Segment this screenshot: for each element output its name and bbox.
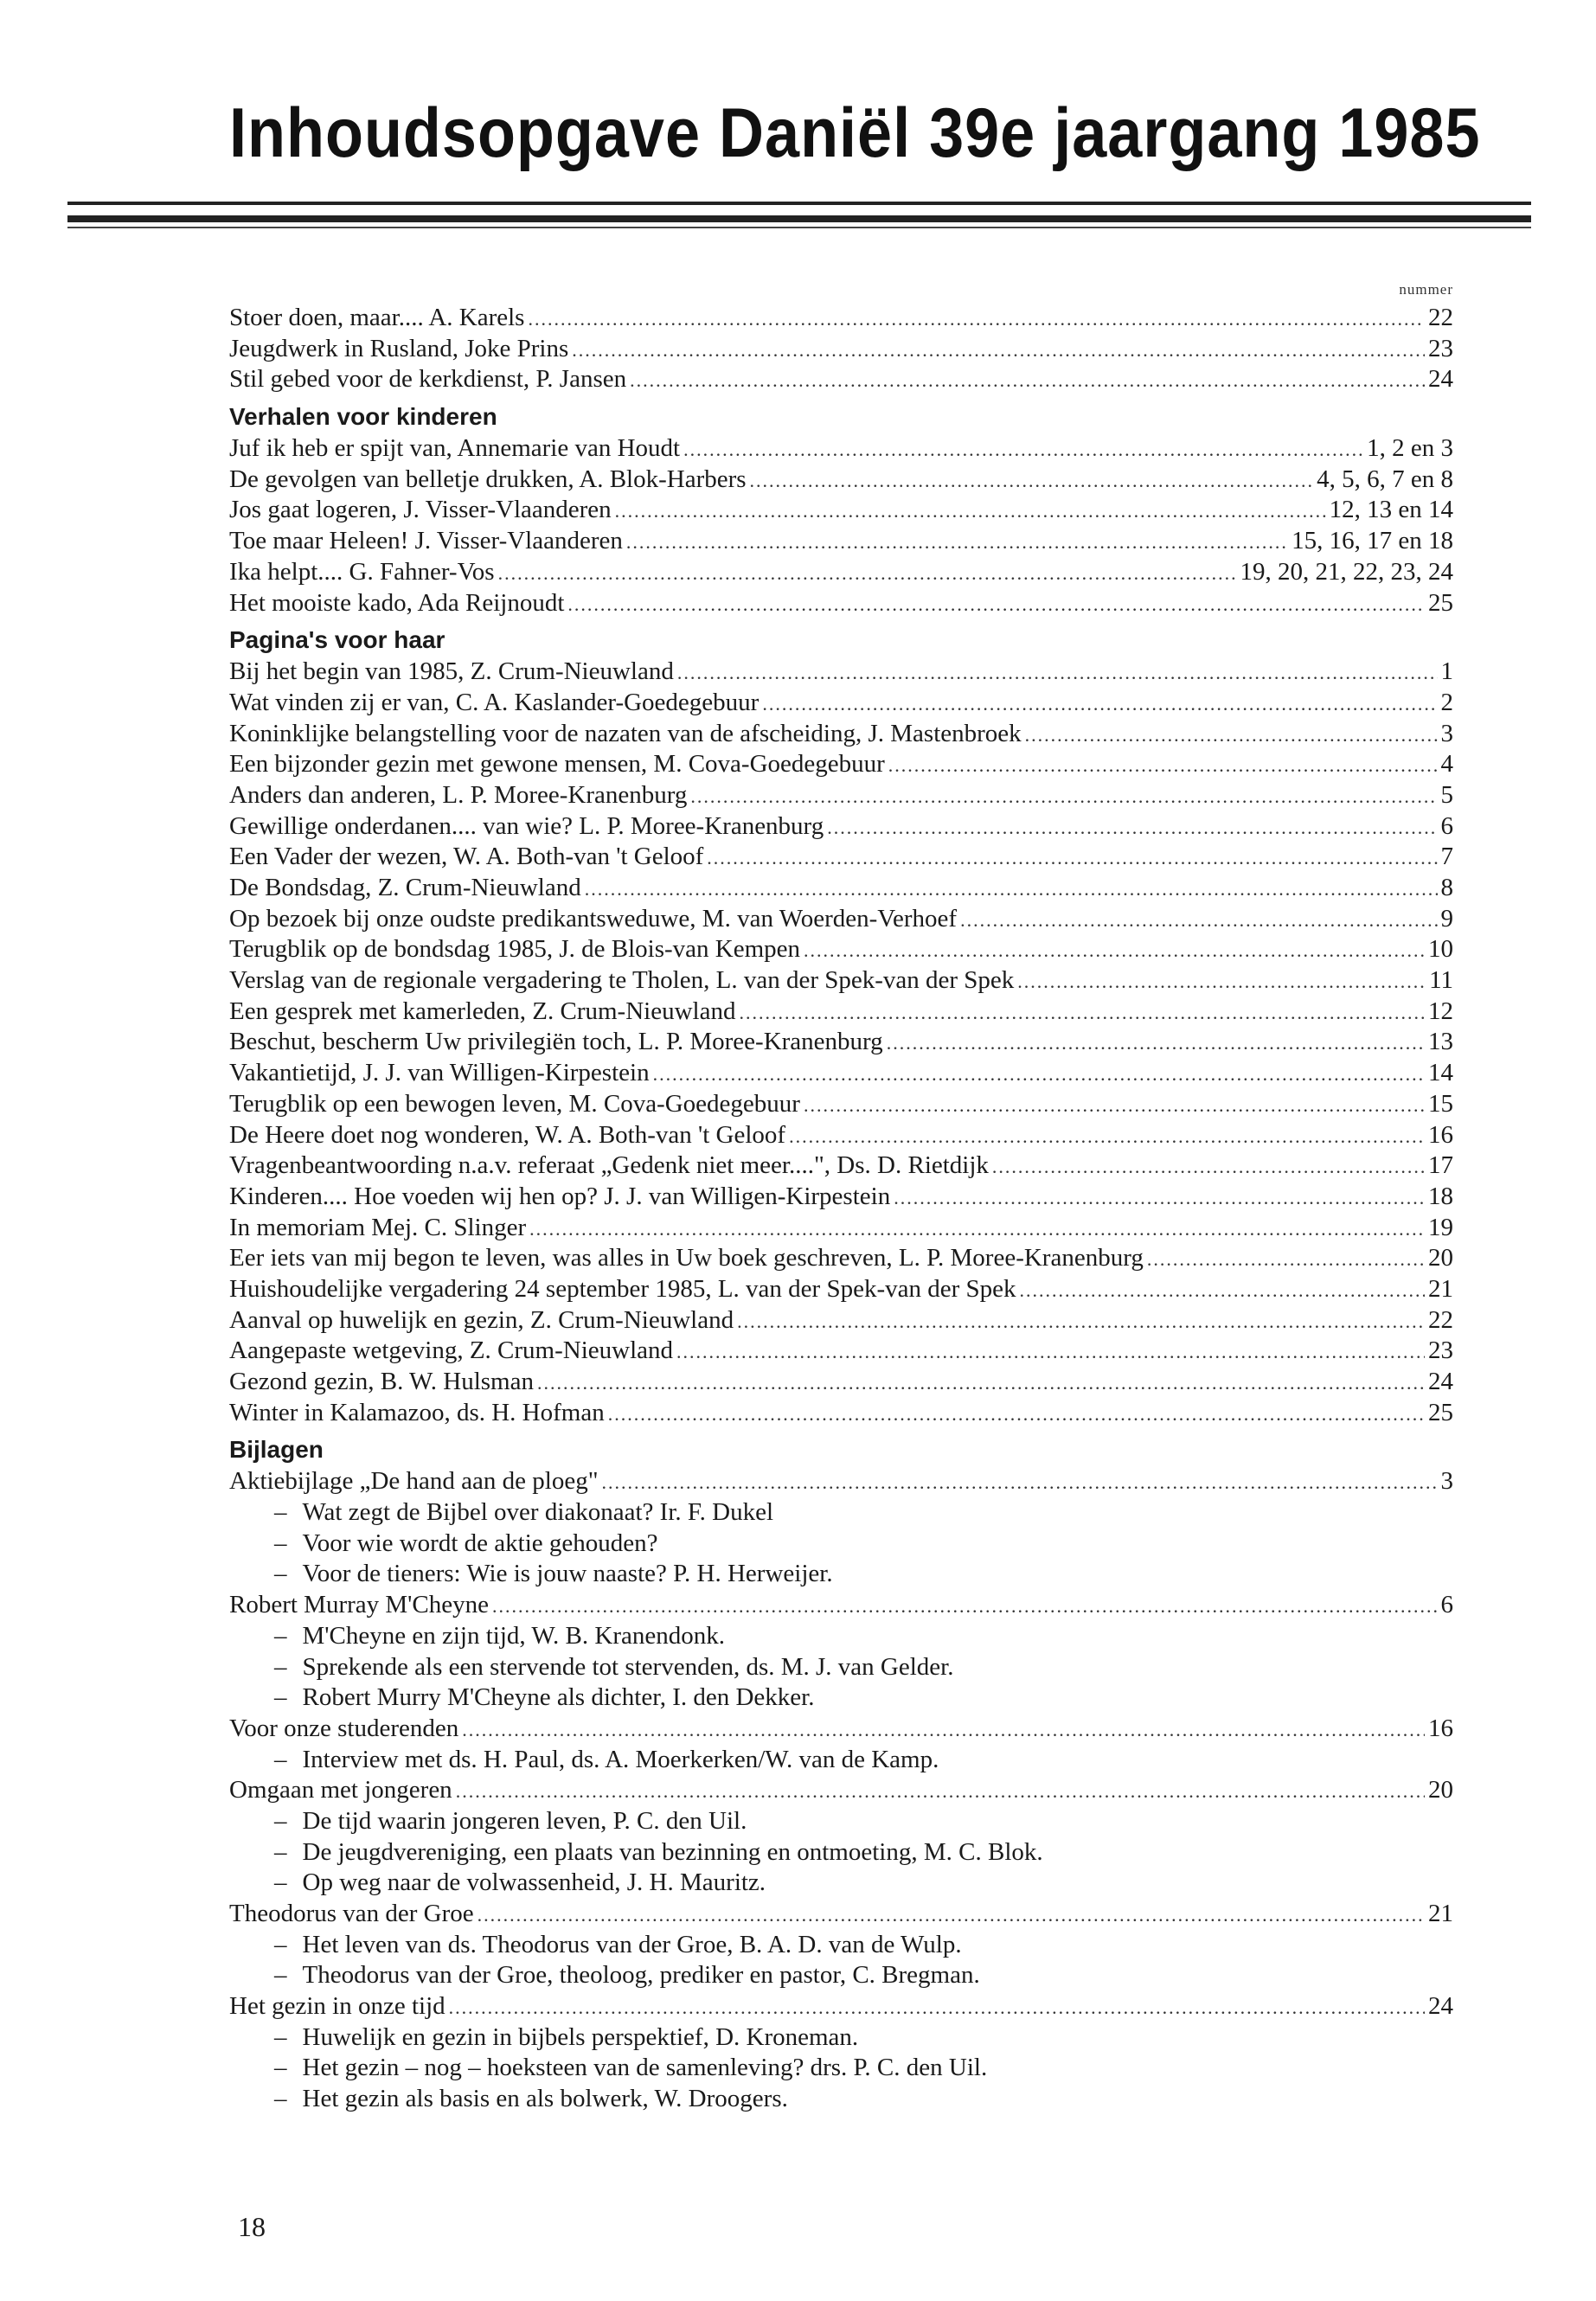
toc-entry — [229, 780, 1453, 811]
toc-entry — [229, 1899, 1453, 1930]
entry-title: Vragenbeantwoording n.a.v. referaat „Gedenk niet meer....", Ds. D. Rietdijk — [229, 1151, 989, 1180]
dot-leader — [456, 1776, 1425, 1807]
page-number: 18 — [238, 2211, 266, 2242]
entry-title: De Bondsdag, Z. Crum-Nieuwland — [229, 874, 581, 901]
toc-entry — [229, 1775, 1453, 1806]
dot-leader — [1020, 1275, 1425, 1306]
dot-leader — [567, 589, 1425, 620]
title-rule-thick — [67, 215, 1531, 222]
dot-leader — [894, 1183, 1425, 1214]
entry-number: 24 — [1428, 1992, 1453, 2021]
entry-title: Huishoudelijke vergadering 24 september 1985, L. van der Spek-van der Spek — [229, 1274, 1016, 1303]
dot-leader — [528, 304, 1425, 335]
title-rule-bottom — [67, 227, 1531, 228]
toc-entry — [229, 1120, 1453, 1151]
entry-title: Een gesprek met kamerleden, Z. Crum-Nieuwland — [229, 997, 736, 1025]
toc-subentry: – Sprekende als een stervende tot stervenden, ds. M. J. van Gelder. — [229, 1652, 1453, 1683]
toc-entry — [229, 1590, 1453, 1621]
entry-number: 15 — [1428, 1089, 1453, 1118]
entry-title: Aanval op huwelijk en gezin, Z. Crum-Nieuwland — [229, 1305, 734, 1334]
toc-entry — [229, 873, 1453, 904]
dot-leader — [707, 843, 1437, 874]
entry-number: 20 — [1428, 1776, 1453, 1804]
entry-number: 24 — [1428, 365, 1453, 394]
toc-entry — [229, 1398, 1453, 1429]
entry-number: 6 — [1440, 1591, 1453, 1619]
entry-number: 13 — [1428, 1028, 1453, 1056]
entry-title: Koninklijke belangstelling voor de nazaten van de afscheiding, J. Mastenbroek — [229, 719, 1022, 747]
toc-entry — [229, 1336, 1453, 1367]
entry-number: 3 — [1440, 1467, 1453, 1496]
toc-entry — [229, 997, 1453, 1028]
toc-subentry: – Voor de tieners: Wie is jouw naaste? P. H. Herweijer. — [229, 1559, 1453, 1590]
toc-entry — [229, 1274, 1453, 1305]
entry-title: De gevolgen van belletje drukken, A. Blok-Harbers — [229, 465, 747, 493]
page-title: Inhoudsopgave Daniël 39e jaargang 1985 — [229, 94, 1481, 172]
dot-leader — [537, 1368, 1425, 1399]
toc-entry — [229, 749, 1453, 780]
entry-title: Winter in Kalamazoo, ds. H. Hofman — [229, 1398, 605, 1426]
entry-title: Eer iets van mij begon te leven, was alles in Uw boek geschreven, L. P. Moree-Kranenburg — [229, 1244, 1144, 1272]
entry-number: 6 — [1440, 811, 1453, 840]
toc-entry — [229, 1305, 1453, 1336]
table-of-contents — [229, 277, 1453, 2115]
toc-entry — [229, 465, 1453, 496]
entry-number: 4 — [1440, 750, 1453, 779]
toc-entry — [229, 433, 1453, 465]
dot-leader — [498, 558, 1237, 589]
toc-subentry: – Theodorus van der Groe, theoloog, prediker en pastor, C. Bregman. — [229, 1960, 1453, 1991]
entry-number: 19, 20, 21, 22, 23, 24 — [1240, 557, 1453, 586]
entry-number: 25 — [1428, 588, 1453, 617]
toc-entry — [229, 526, 1453, 557]
toc-subentry: – Huwelijk en gezin in bijbels perspektief, D. Kroneman. — [229, 2022, 1453, 2054]
toc-subentry: – Voor wie wordt de aktie gehouden? — [229, 1529, 1453, 1560]
toc-entry — [229, 904, 1453, 935]
dot-leader — [1017, 966, 1426, 997]
dot-leader — [572, 335, 1425, 366]
dot-leader — [653, 1059, 1425, 1090]
toc-entry — [229, 364, 1453, 395]
dot-leader — [690, 781, 1437, 812]
entry-title: Beschut, bescherm Uw privilegiën toch, L. P. Moree-Kranenburg — [229, 1028, 883, 1056]
toc-subentry: – Op weg naar de volwassenheid, J. H. Mauritz. — [229, 1868, 1453, 1899]
entry-number: 4, 5, 6, 7 en 8 — [1317, 465, 1453, 493]
entry-number: 23 — [1428, 1336, 1453, 1365]
toc-subentry: – M'Cheyne en zijn tijd, W. B. Kranendonk. — [229, 1621, 1453, 1652]
entry-title: Bij het begin van 1985, Z. Crum-Nieuwland — [229, 657, 674, 686]
toc-entry — [229, 1466, 1453, 1497]
dot-leader — [804, 1090, 1425, 1121]
entry-number: 1, 2 en 3 — [1367, 434, 1453, 463]
dot-leader — [676, 1336, 1425, 1368]
toc-entry — [229, 1089, 1453, 1120]
toc-entry — [229, 495, 1453, 526]
entry-title: Voor onze studerenden — [229, 1714, 459, 1742]
toc-subentry: – Het gezin – nog – hoeksteen van de samenleving? drs. P. C. den Uil. — [229, 2053, 1453, 2084]
entry-title: Het mooiste kado, Ada Reijnoudt — [229, 588, 565, 617]
toc-subentry: – Interview met ds. H. Paul, ds. A. Moerkerken/W. van de Kamp. — [229, 1745, 1453, 1776]
toc-entry — [229, 1058, 1453, 1089]
dot-leader — [585, 874, 1438, 905]
entry-title: Terugblik op een bewogen leven, M. Cova-Goedegebuur — [229, 1089, 800, 1118]
entry-title: Stoer doen, maar.... A. Karels — [229, 304, 525, 331]
dot-leader — [750, 465, 1314, 497]
entry-title: Ika helpt.... G. Fahner-Vos — [229, 557, 495, 586]
section-heading: Bijlagen — [229, 1436, 324, 1464]
entry-number: 12, 13 en 14 — [1329, 496, 1453, 524]
entry-number: 17 — [1428, 1151, 1453, 1180]
entry-title: Een bijzonder gezin met gewone mensen, M. Cova-Goedegebuur — [229, 750, 885, 779]
entry-number: 7 — [1440, 843, 1453, 871]
entry-number: 5 — [1440, 780, 1453, 809]
entry-number: 19 — [1428, 1213, 1453, 1241]
dot-leader — [478, 1900, 1425, 1931]
toc-entry — [229, 1243, 1453, 1274]
entry-number: 21 — [1428, 1900, 1453, 1927]
entry-title: Jeugdwerk in Rusland, Joke Prins — [229, 334, 569, 362]
toc-subentry: – Het leven van ds. Theodorus van der Groe, B. A. D. van de Wulp. — [229, 1930, 1453, 1961]
entry-number: 20 — [1428, 1244, 1453, 1272]
entry-title: Een Vader der wezen, W. A. Both-van 't Geloof — [229, 843, 704, 871]
dot-leader — [739, 997, 1425, 1029]
toc-entry — [229, 588, 1453, 619]
dot-leader — [677, 657, 1438, 689]
dot-leader — [626, 527, 1288, 558]
entry-title: Aktiebijlage „De hand aan de ploeg" — [229, 1467, 599, 1496]
entry-title: Juf ik heb er spijt van, Annemarie van Houdt — [229, 434, 681, 463]
entry-title: In memoriam Mej. C. Slinger — [229, 1213, 527, 1241]
toc-entry — [229, 1182, 1453, 1213]
dot-leader — [737, 1306, 1425, 1337]
dot-leader — [1147, 1244, 1425, 1275]
entry-number: 10 — [1428, 935, 1453, 964]
toc-entry — [229, 811, 1453, 843]
entry-title: Gewillige onderdanen.... van wie? L. P. Moree-Kranenburg — [229, 811, 824, 840]
entry-title: Op bezoek bij onze oudste predikantsweduwe, M. van Woerden-Verhoef — [229, 904, 958, 933]
toc-entry — [229, 557, 1453, 588]
entry-title: Robert Murray M'Cheyne — [229, 1591, 489, 1619]
dot-leader — [529, 1214, 1425, 1245]
entry-title: Stil gebed voor de kerkdienst, P. Jansen — [229, 365, 627, 394]
entry-number: 18 — [1428, 1182, 1453, 1210]
entry-title: Aangepaste wetgeving, Z. Crum-Nieuwland — [229, 1336, 673, 1365]
dot-leader — [887, 1028, 1425, 1059]
toc-entry — [229, 1991, 1453, 2022]
dot-leader — [1025, 720, 1438, 751]
entry-number: 21 — [1428, 1274, 1453, 1303]
dot-leader — [608, 1399, 1425, 1430]
entry-number: 25 — [1428, 1398, 1453, 1426]
entry-number: 16 — [1428, 1714, 1453, 1742]
dot-leader — [462, 1715, 1425, 1746]
dot-leader — [888, 750, 1438, 781]
toc-entry — [229, 334, 1453, 365]
toc-entry — [229, 303, 1453, 334]
toc-entry — [229, 657, 1453, 688]
entry-title: Omgaan met jongeren — [229, 1776, 452, 1804]
toc-entry — [229, 934, 1453, 965]
toc-entry — [229, 1714, 1453, 1745]
dot-leader — [960, 905, 1437, 936]
toc-entry — [229, 1367, 1453, 1398]
entry-number: 14 — [1428, 1059, 1453, 1087]
entry-title: Theodorus van der Groe — [229, 1900, 474, 1927]
dot-leader — [762, 689, 1437, 720]
dot-leader — [492, 1591, 1438, 1622]
dot-leader — [630, 365, 1425, 396]
entry-number: 23 — [1428, 334, 1453, 362]
entry-number: 11 — [1429, 966, 1453, 995]
entry-title: Toe maar Heleen! J. Visser-Vlaanderen — [229, 527, 623, 555]
toc-entry — [229, 1150, 1453, 1182]
number-column-header: nummer — [1399, 281, 1453, 298]
dot-leader — [683, 434, 1363, 465]
section-heading: Verhalen voor kinderen — [229, 403, 497, 431]
dot-leader — [827, 812, 1437, 843]
toc-entry — [229, 842, 1453, 873]
entry-number: 8 — [1440, 874, 1453, 901]
dot-leader — [992, 1151, 1425, 1183]
entry-number: 24 — [1428, 1368, 1453, 1395]
entry-title: Verslag van de regionale vergadering te Tholen, L. van der Spek-van der Spek — [229, 966, 1015, 995]
entry-title: Kinderen.... Hoe voeden wij hen op? J. J. van Willigen-Kirpestein — [229, 1182, 891, 1210]
entry-number: 16 — [1428, 1120, 1453, 1149]
dot-leader — [602, 1467, 1438, 1498]
entry-number: 2 — [1440, 688, 1453, 716]
toc-subentry: – Wat zegt de Bijbel over diakonaat? Ir. F. Dukel — [229, 1497, 1453, 1529]
dot-leader — [789, 1121, 1425, 1152]
entry-title: Vakantietijd, J. J. van Willigen-Kirpestein — [229, 1059, 650, 1087]
toc-entry — [229, 965, 1453, 997]
toc-entry — [229, 688, 1453, 719]
entry-title: Terugblik op de bondsdag 1985, J. de Blois-van Kempen — [229, 935, 801, 964]
toc-subentry: – Robert Murry M'Cheyne als dichter, I. den Dekker. — [229, 1682, 1453, 1714]
section-heading: Pagina's voor haar — [229, 626, 445, 654]
entry-title: Jos gaat logeren, J. Visser-Vlaanderen — [229, 496, 612, 524]
toc-subentry: – De jeugdvereniging, een plaats van bezinning en ontmoeting, M. C. Blok. — [229, 1837, 1453, 1868]
entry-number: 1 — [1440, 657, 1453, 686]
entry-number: 3 — [1440, 719, 1453, 747]
dot-leader — [615, 496, 1326, 527]
entry-title: De Heere doet nog wonderen, W. A. Both-van 't Geloof — [229, 1120, 786, 1149]
toc-entry — [229, 719, 1453, 750]
entry-title: Wat vinden zij er van, C. A. Kaslander-Goedegebuur — [229, 688, 760, 716]
entry-title: Gezond gezin, B. W. Hulsman — [229, 1368, 534, 1395]
toc-subentry: – Het gezin als basis en als bolwerk, W. Droogers. — [229, 2084, 1453, 2115]
toc-entry — [229, 1213, 1453, 1244]
toc-subentry: – De tijd waarin jongeren leven, P. C. den Uil. — [229, 1806, 1453, 1837]
dot-leader — [804, 935, 1425, 966]
entry-number: 22 — [1428, 1305, 1453, 1334]
entry-title: Het gezin in onze tijd — [229, 1992, 445, 2021]
toc-entry — [229, 1027, 1453, 1058]
title-rule-top — [67, 202, 1531, 205]
entry-number: 12 — [1428, 997, 1453, 1025]
entry-number: 22 — [1428, 304, 1453, 331]
entry-title: Anders dan anderen, L. P. Moree-Kranenburg — [229, 780, 688, 809]
entry-number: 15, 16, 17 en 18 — [1292, 527, 1453, 555]
dot-leader — [449, 1992, 1425, 2023]
entry-number: 9 — [1440, 904, 1453, 933]
